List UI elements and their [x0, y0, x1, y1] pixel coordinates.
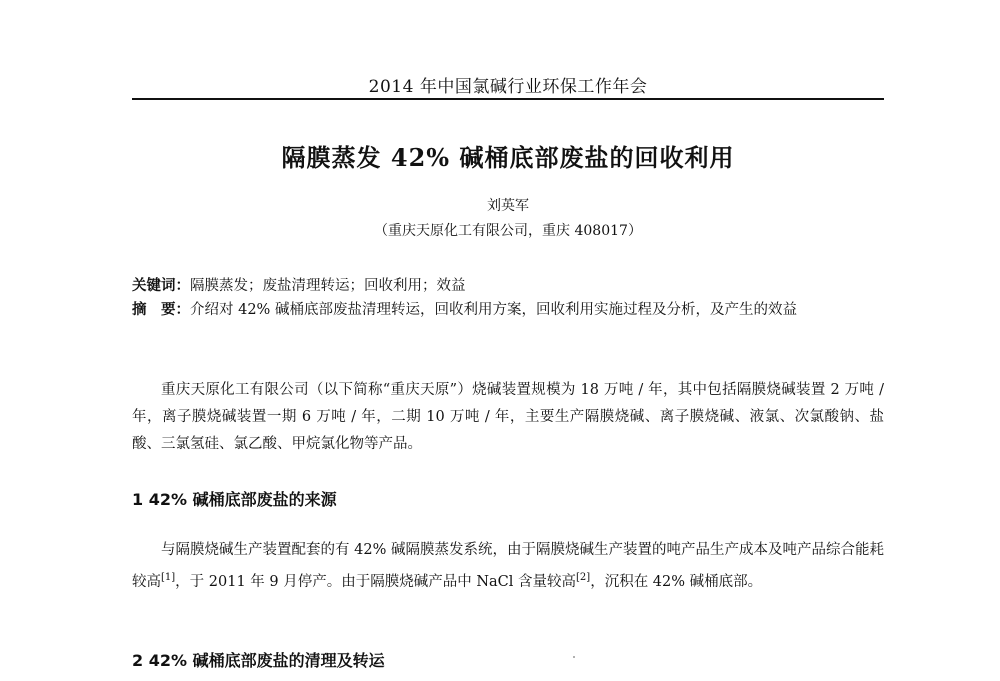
keywords-text: 隔膜蒸发；废盐清理转运；回收利用；效益 [190, 278, 466, 294]
section-1-text-b: ，于 2011 年 9 月停产。由于隔膜烧碱产品中 NaCl 含量较高 [175, 573, 577, 590]
section-1-text-a: 与隔膜烧碱生产装置配套的有 42% 碱隔膜蒸发系统，由于隔膜烧碱生产装置的吨产品生产成本及吨产品综合能耗较高 [132, 542, 884, 590]
intro-paragraph: 重庆天原化工有限公司（以下简称“重庆天原”）烧碱装置规模为 18 万吨 / 年，其中包括隔膜烧碱装置 2 万吨 / 年，离子膜烧碱装置一期 6 万吨 / 年，二期 10 万吨 / 年，主要生产隔膜烧碱、离子膜烧碱、液氯、次氯酸钠、盐酸、三氯氢硅、氯乙酸、甲烷氯化物等产品。 [132, 382, 884, 452]
running-header: 2014 年中国氯碱行业环保工作年会 [368, 77, 648, 97]
scan-speck [573, 656, 575, 658]
section-1-heading: 1 42% 碱桶底部废盐的来源 [132, 490, 337, 509]
keywords-label: 关键词： [132, 278, 190, 294]
abstract-block [132, 298, 884, 323]
section-1-text-c: ，沉积在 42% 碱桶底部。 [590, 573, 763, 590]
citation-ref-1: [1] [161, 572, 176, 583]
author-affiliation: （重庆天原化工有限公司，重庆 408017） [374, 223, 642, 239]
section-1-paragraph [132, 537, 884, 596]
citation-ref-2: [2] [576, 572, 591, 583]
abstract-text: 介绍对 42% 碱桶底部废盐清理转运，回收利用方案，回收利用实施过程及分析，及产生的效益 [190, 302, 797, 318]
header-rule [132, 98, 884, 100]
section-2-heading: 2 42% 碱桶底部废盐的清理及转运 [132, 651, 385, 670]
author-name: 刘英军 [487, 198, 529, 214]
article-title: 隔膜蒸发 42% 碱桶底部废盐的回收利用 [281, 143, 735, 172]
keywords-line [132, 274, 884, 299]
abstract-label: 摘 要： [132, 302, 190, 318]
